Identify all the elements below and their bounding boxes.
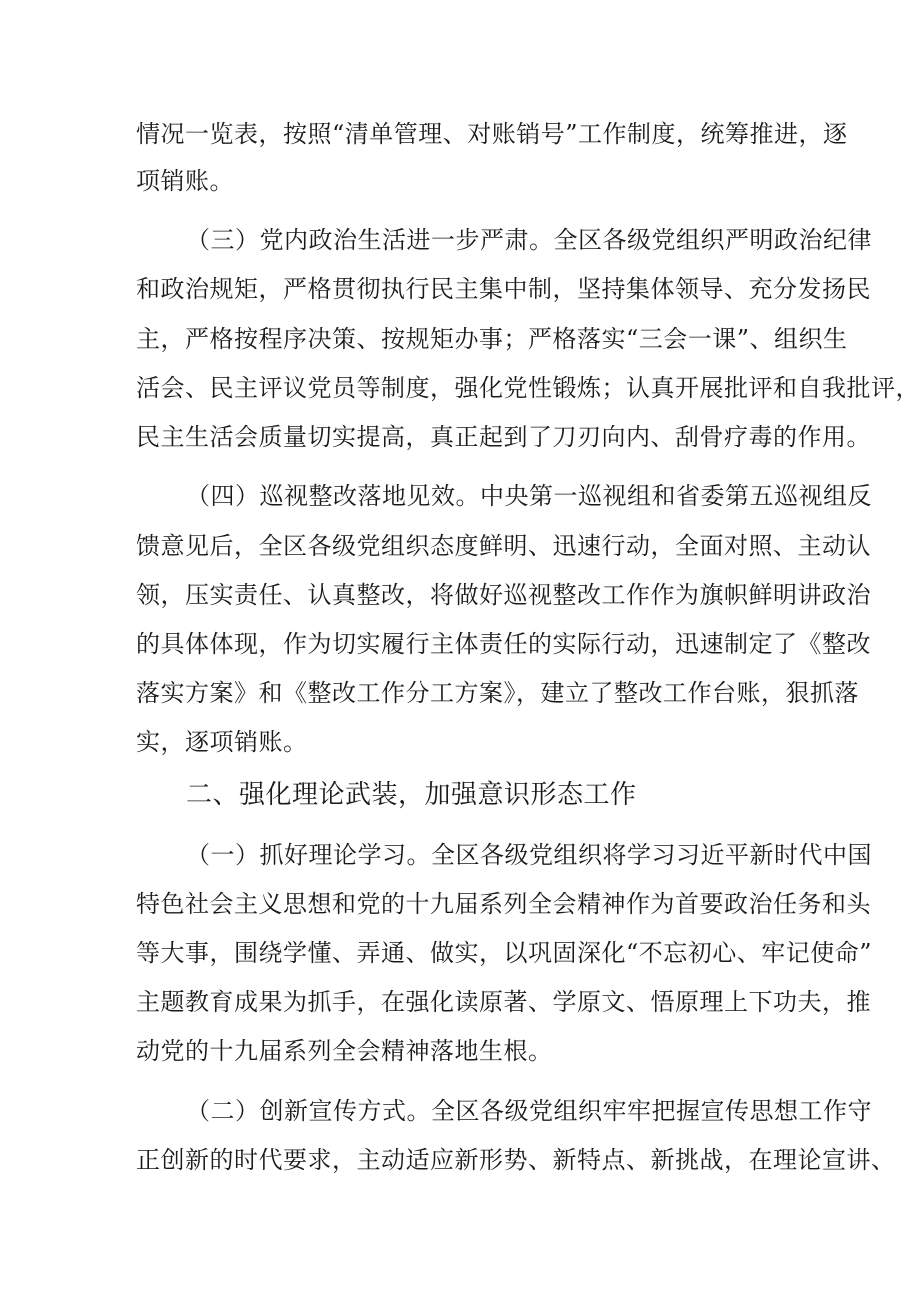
paragraph-line: 和政治规矩，严格贯彻执行民主集中制，坚持集体领导、充分发扬民 xyxy=(136,275,871,303)
paragraph-line: 的具体体现，作为切实履行主体责任的实际行动，迅速制定了《整改 xyxy=(136,630,871,658)
paragraph-line: 馈意见后，全区各级党组织态度鲜明、迅速行动，全面对照、主动认 xyxy=(136,532,871,560)
paragraph-line: 等大事，围绕学懂、弄通、做实，以巩固深化“不忘初心、牢记使命” xyxy=(136,939,873,967)
paragraph-line: （四）巡视整改落地见效。中央第一巡视组和省委第五巡视组反 xyxy=(186,482,872,510)
paragraph-line: 项销账。 xyxy=(136,167,234,195)
paragraph-line: （二）创新宣传方式。全区各级党组织牢牢把握宣传思想工作守 xyxy=(186,1097,872,1125)
paragraph-line: （三）党内政治生活进一步严肃。全区各级党组织严明政治纪律 xyxy=(186,226,872,254)
paragraph-line: 民主生活会质量切实提高，真正起到了刀刃向内、刮骨疗毒的作用。 xyxy=(136,423,871,451)
paragraph-line: 活会、民主评议党员等制度，强化党性锻炼；认真开展批评和自我批评， xyxy=(136,374,920,402)
paragraph-line: （一）抓好理论学习。全区各级党组织将学习习近平新时代中国 xyxy=(186,841,872,869)
paragraph-line: 情况一览表，按照“清单管理、对账销号”工作制度，统筹推进，逐 xyxy=(136,120,848,148)
paragraph-line: 正创新的时代要求，主动适应新形势、新特点、新挑战，在理论宣讲、 xyxy=(136,1146,896,1174)
paragraph-line: 动党的十九届系列全会精神落地生根。 xyxy=(136,1037,553,1065)
paragraph-line: 领，压实责任、认真整改，将做好巡视整改工作作为旗帜鲜明讲政治 xyxy=(136,581,871,609)
paragraph-line: 主，严格按程序决策、按规矩办事；严格落实“三会一课”、组织生 xyxy=(136,325,848,353)
paragraph-line: 特色社会主义思想和党的十九届系列全会精神作为首要政治任务和头 xyxy=(136,890,871,918)
section-heading: 二、强化理论武装，加强意识形态工作 xyxy=(186,780,637,810)
paragraph-line: 实，逐项销账。 xyxy=(136,728,308,756)
paragraph-line: 主题教育成果为抓手，在强化读原著、学原文、悟原理上下功夫，推 xyxy=(136,988,871,1016)
paragraph-line: 落实方案》和《整改工作分工方案》，建立了整改工作台账，狠抓落 xyxy=(136,679,859,707)
